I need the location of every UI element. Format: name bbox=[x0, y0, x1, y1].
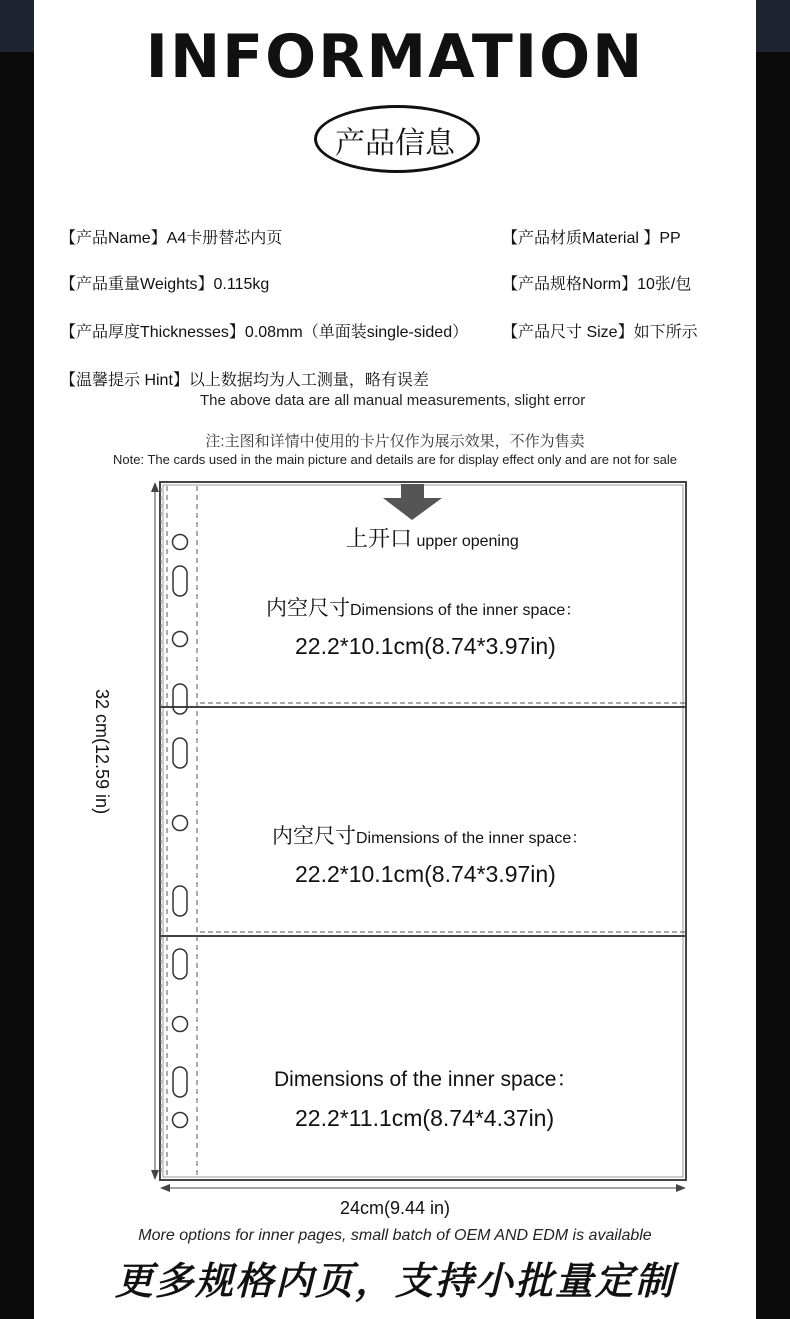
note-cn: 注:主图和详情中使用的卡片仅作为展示效果，不作为售卖 bbox=[205, 433, 585, 450]
note-en: Note: The cards used in the main picture and details are for display effect only and are not for sale bbox=[113, 452, 677, 467]
top-right-bar bbox=[756, 0, 790, 52]
hole-slot bbox=[173, 949, 187, 979]
arrow-left-icon bbox=[160, 1184, 170, 1192]
height-label: 32 cm(12.59 in) bbox=[92, 689, 112, 815]
pocket-2-label-cn: 内空尺寸 bbox=[272, 825, 356, 848]
info-sheet bbox=[34, 0, 756, 1319]
page-title: INFORMATION bbox=[145, 22, 645, 92]
pocket-3-value: 22.2*11.1cm(8.74*4.37in) bbox=[295, 1105, 555, 1131]
spec-hint-en: The above data are all manual measurements, slight error bbox=[200, 392, 586, 409]
hole-slot bbox=[173, 566, 187, 596]
down-arrow-icon bbox=[383, 484, 442, 520]
pocket-1-label-cn: 内空尺寸 bbox=[266, 597, 350, 620]
hole-slot bbox=[173, 1067, 187, 1097]
spec-size: 【产品尺寸 Size】如下所示 bbox=[502, 324, 698, 341]
pocket-2-value: 22.2*10.1cm(8.74*3.97in) bbox=[295, 861, 556, 887]
hole-circle bbox=[173, 1113, 188, 1128]
spec-thickness: 【产品厚度Thicknesses】0.08mm（单面装single-sided） bbox=[60, 324, 469, 341]
footer-en: More options for inner pages, small batch of OEM AND EDM is available bbox=[138, 1227, 652, 1244]
spec-name: 【产品Name】A4卡册替芯内页 bbox=[60, 230, 283, 247]
hole-slot bbox=[173, 738, 187, 768]
hole-circle bbox=[173, 816, 188, 831]
pocket-1-value: 22.2*10.1cm(8.74*3.97in) bbox=[295, 633, 556, 659]
arrow-right-icon bbox=[676, 1184, 686, 1192]
hole-slot bbox=[173, 886, 187, 916]
pocket-2-label bbox=[272, 820, 587, 850]
opening-label bbox=[346, 522, 519, 553]
hole-circle bbox=[173, 1017, 188, 1032]
spec-weight: 【产品重量Weights】0.115kg bbox=[60, 276, 270, 293]
opening-label-cn: 上开口 bbox=[346, 526, 413, 551]
arrow-up-icon bbox=[151, 482, 159, 492]
spec-norm: 【产品规格Norm】10张/包 bbox=[502, 276, 692, 293]
top-left-bar bbox=[0, 0, 34, 52]
page-subtitle: 产品信息 bbox=[335, 127, 455, 160]
hole-circle bbox=[173, 632, 188, 647]
footer-cn: 更多规格内页，支持小批量定制 bbox=[114, 1261, 675, 1303]
pocket-2-label-en: Dimensions of the inner space： bbox=[356, 830, 588, 847]
pocket-1-label bbox=[266, 592, 581, 622]
pocket-1-label-en: Dimensions of the inner space： bbox=[350, 602, 582, 619]
hole-slot bbox=[173, 684, 187, 714]
spec-hint: 【温馨提示 Hint】以上数据均为人工测量，略有误差 bbox=[60, 372, 429, 389]
pocket-3-label: Dimensions of the inner space： bbox=[274, 1068, 578, 1091]
opening-label-en: upper opening bbox=[416, 533, 519, 550]
hole-circle bbox=[173, 535, 188, 550]
arrow-down-icon bbox=[151, 1170, 159, 1180]
spec-material: 【产品材质Material 】PP bbox=[502, 230, 681, 247]
width-label: 24cm(9.44 in) bbox=[339, 1198, 451, 1218]
